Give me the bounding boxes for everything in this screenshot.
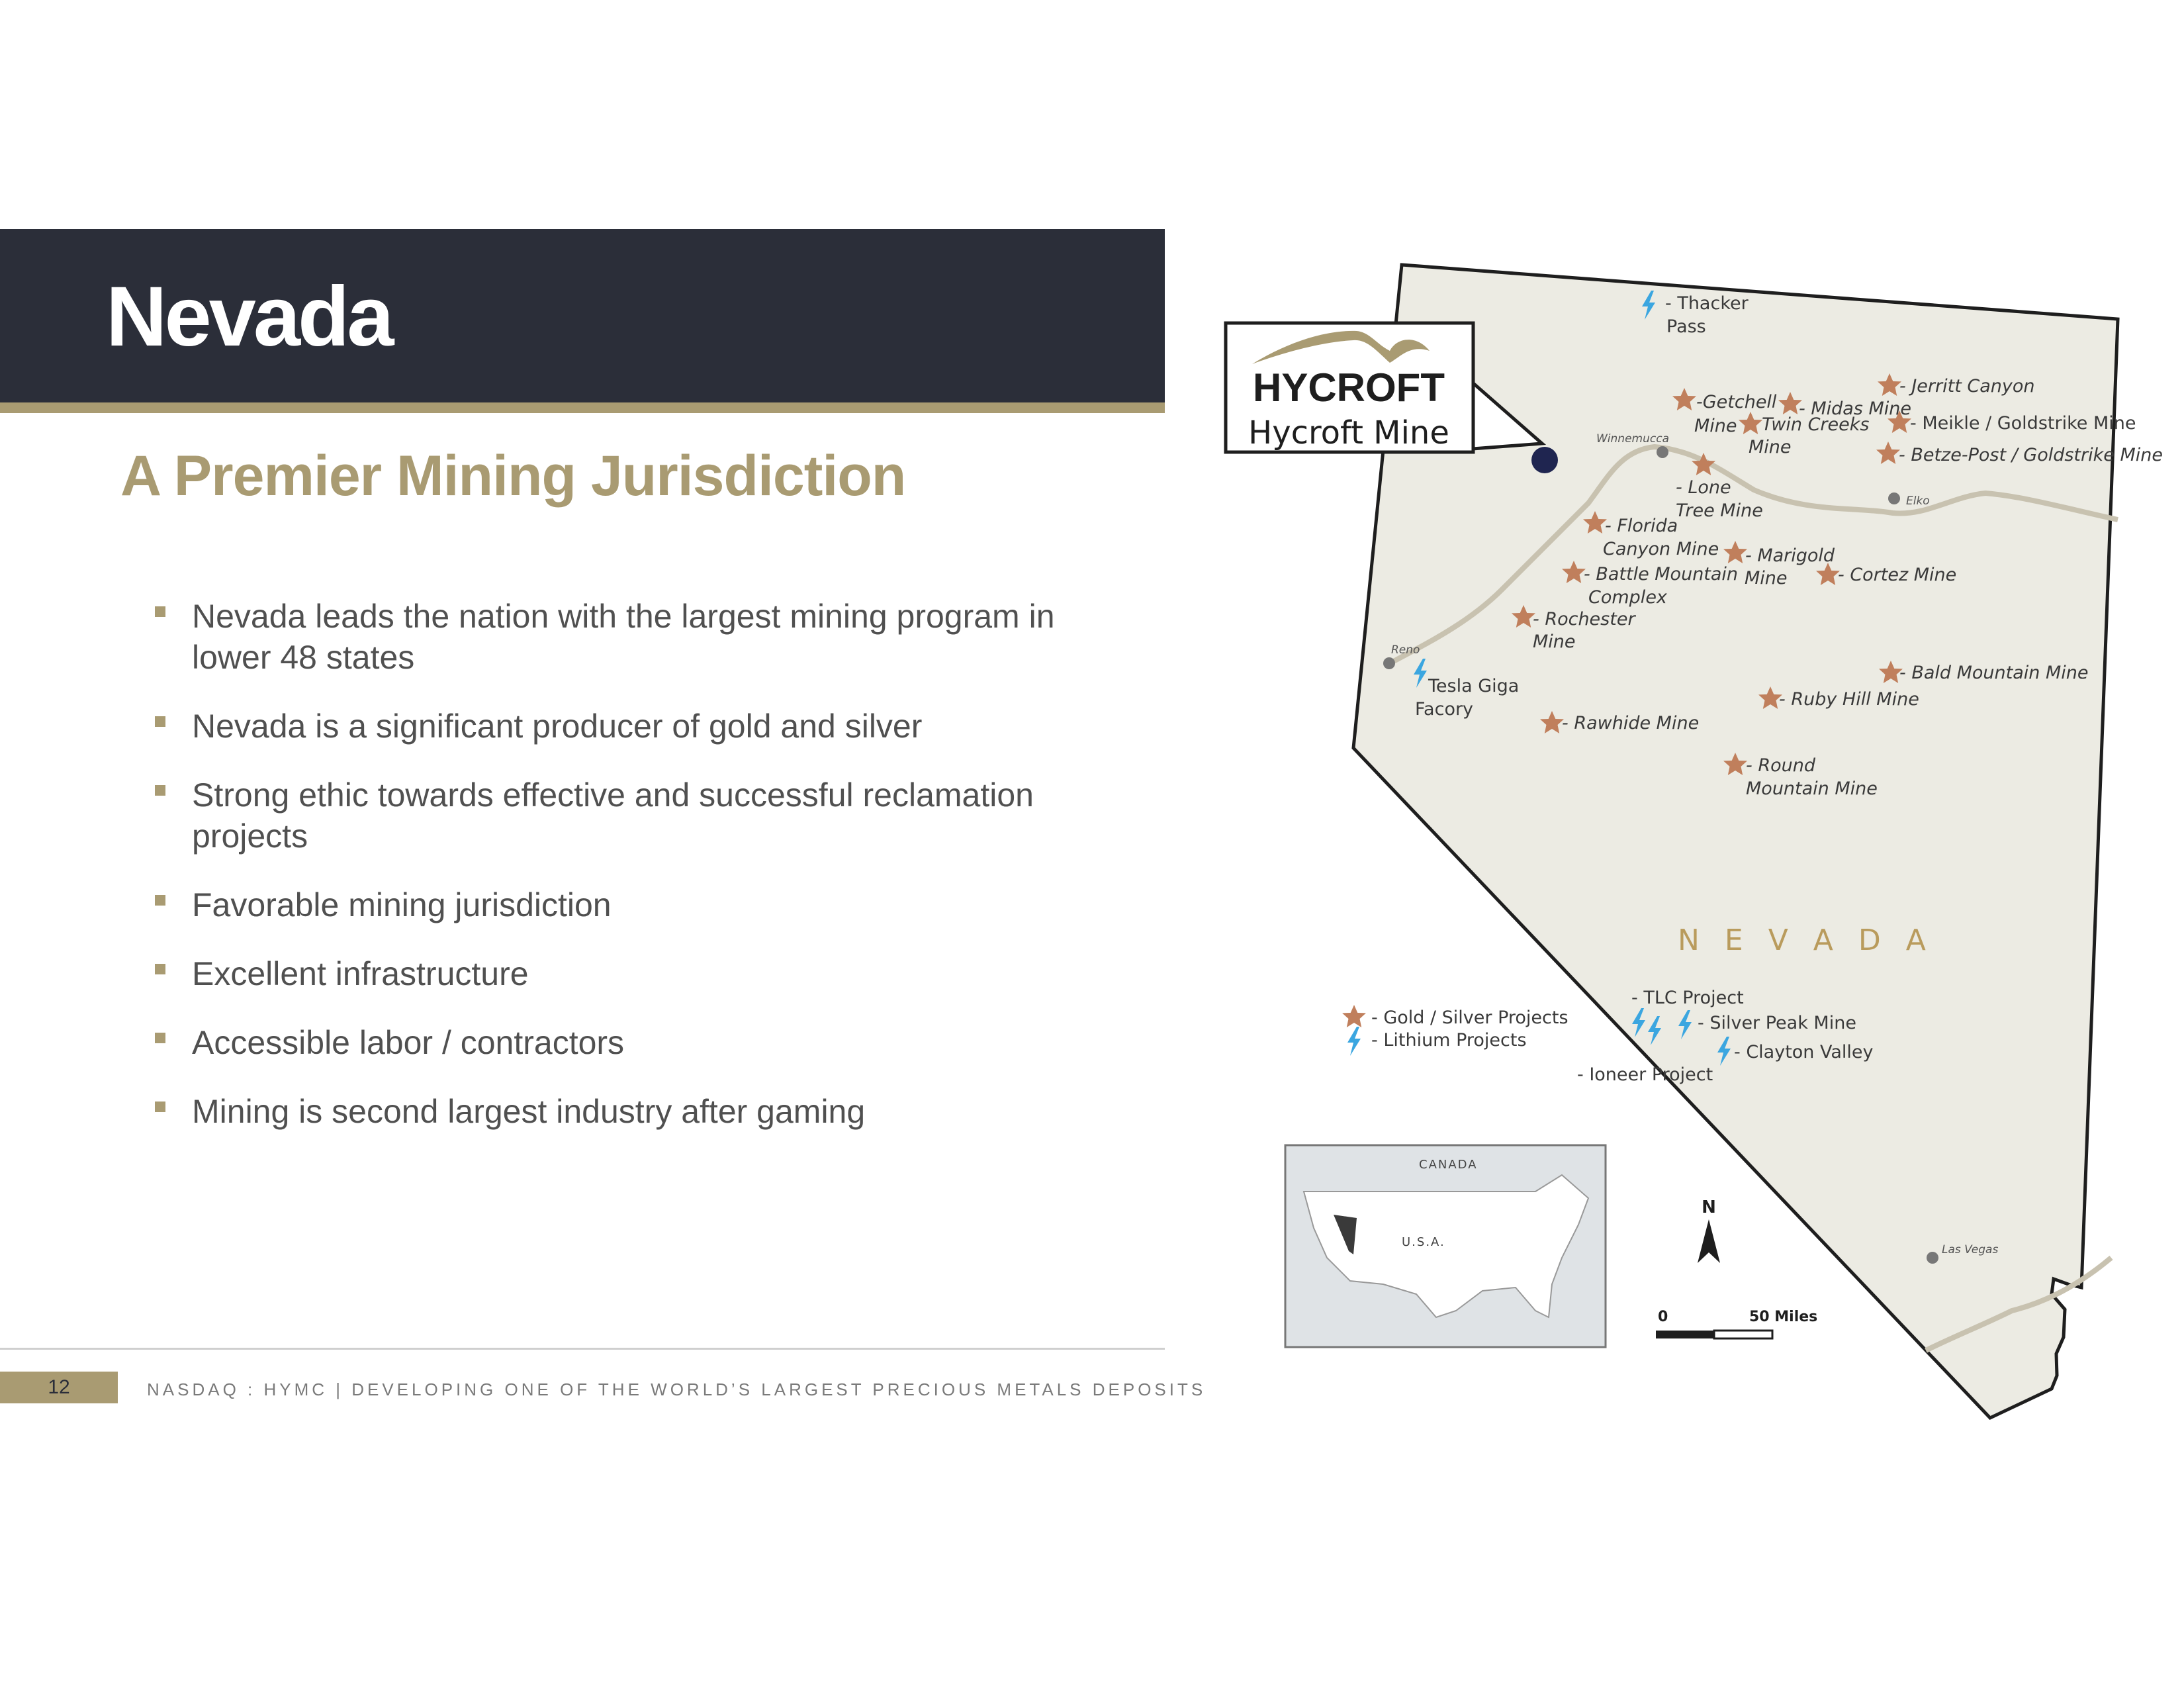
hycroft-location-marker[interactable]: [1531, 447, 1558, 473]
label-cortez: - Cortez Mine: [1838, 565, 1957, 585]
bullet-item: [151, 774, 1130, 857]
bullet-line: Favorable mining jurisdiction: [192, 886, 612, 923]
bullet-line: Nevada is a significant producer of gold and silver: [192, 708, 923, 745]
label-marigold: Mine: [1745, 568, 1788, 588]
label-thacker-pass: - Thacker: [1665, 293, 1749, 314]
scale-bar-dark: [1656, 1331, 1714, 1338]
legend-lithium-label: - Lithium Projects: [1371, 1030, 1527, 1051]
city-label-elko: Elko: [1906, 494, 1930, 508]
inset-usa-label: U.S.A.: [1402, 1235, 1445, 1249]
label-marigold: - Marigold: [1745, 545, 1835, 566]
label-midas: - Midas Mine: [1799, 399, 1911, 419]
label-rochester: - Rochester: [1533, 609, 1635, 630]
bullet-line: Accessible labor / contractors: [192, 1024, 625, 1061]
bullet-square-icon: [155, 964, 165, 974]
label-ruby-hill: - Ruby Hill Mine: [1779, 689, 1919, 710]
hycroft-mine-label: Hycroft Mine: [1248, 414, 1449, 451]
label-round-mountain: - Round: [1746, 755, 1815, 776]
label-thacker-pass: Pass: [1666, 316, 1706, 337]
label-ioneer: - Ioneer Project: [1577, 1064, 1713, 1085]
bullet-square-icon: [155, 1033, 165, 1043]
label-tesla: Tesla Giga: [1428, 676, 1520, 696]
city-dot: [1383, 657, 1395, 669]
label-twin-creeks: Mine: [1749, 437, 1792, 457]
north-arrow-icon: [1698, 1219, 1720, 1263]
scale-bar-light: [1714, 1331, 1772, 1338]
bullet-line: lower 48 states: [192, 639, 415, 676]
bullet-item: [151, 953, 1130, 994]
state-label: N E V A D A: [1678, 923, 1934, 957]
bullet-square-icon: [155, 716, 165, 727]
hycroft-brand: HYCROFT: [1253, 365, 1445, 410]
label-twin-creeks: Twin Creeks: [1762, 414, 1870, 435]
page-title: Nevada: [106, 269, 392, 364]
label-lone-tree: - Lone: [1676, 477, 1731, 498]
label-getchell: Mine: [1694, 416, 1737, 436]
bullet-square-icon: [155, 785, 165, 796]
label-silver-peak: - Silver Peak Mine: [1698, 1013, 1856, 1033]
inset-canada-label: CANADA: [1419, 1158, 1478, 1172]
bullet-square-icon: [155, 606, 165, 617]
bullet-line: Mining is second largest industry after gaming: [192, 1093, 866, 1130]
label-battle-mountain: - Battle Mountain: [1584, 564, 1739, 585]
nevada-map: [1191, 252, 2184, 1470]
label-tlc: - TLC Project: [1631, 988, 1744, 1008]
label-betze-post: - Betze-Post / Goldstrike Mine: [1899, 445, 2163, 465]
bullet-square-icon: [155, 895, 165, 906]
bullet-item: [151, 596, 1130, 678]
label-florida-canyon: - Florida: [1605, 516, 1678, 536]
footer-rule: [0, 1348, 1165, 1350]
label-clayton-valley: - Clayton Valley: [1734, 1042, 1874, 1062]
label-rochester: Mine: [1533, 632, 1576, 652]
bullet-line: Excellent infrastructure: [192, 955, 529, 992]
legend-bolt-icon: [1347, 1027, 1361, 1056]
label-rawhide: - Rawhide Mine: [1562, 713, 1700, 733]
label-jerritt-canyon: - Jerritt Canyon: [1899, 376, 2035, 397]
scale-max: 50 Miles: [1749, 1309, 1818, 1325]
label-getchell: -Getchell: [1696, 392, 1777, 412]
page-number: 12: [48, 1376, 70, 1398]
label-tesla: Facory: [1415, 699, 1474, 720]
north-label: N: [1702, 1197, 1716, 1217]
bullet-item: [151, 1022, 1130, 1063]
city-label-las-vegas: Las Vegas: [1942, 1243, 1999, 1256]
scale-zero: 0: [1658, 1309, 1668, 1325]
label-round-mountain: Mountain Mine: [1746, 778, 1878, 799]
bullet-line: Nevada leads the nation with the largest mining program in: [192, 598, 1055, 635]
bullet-item: [151, 1091, 1130, 1132]
bullet-line: Strong ethic towards effective and successful reclamation: [192, 776, 1034, 814]
page-subtitle: A Premier Mining Jurisdiction: [120, 444, 906, 508]
header-rule: [0, 402, 1165, 413]
footer-text: NASDAQ : HYMC | DEVELOPING ONE OF THE WORLD’S LARGEST PRECIOUS METALS DEPOSITS: [147, 1380, 1206, 1399]
bullet-square-icon: [155, 1102, 165, 1112]
label-battle-mountain: Complex: [1588, 587, 1667, 608]
legend-gold-label: - Gold / Silver Projects: [1371, 1008, 1569, 1028]
bullet-item: [151, 706, 1130, 747]
label-florida-canyon: Canyon Mine: [1603, 539, 1719, 559]
bullet-item: [151, 884, 1130, 925]
label-lone-tree: Tree Mine: [1676, 500, 1763, 521]
city-dot: [1888, 492, 1900, 504]
bullet-line: projects: [192, 818, 308, 855]
city-label-reno: Reno: [1391, 643, 1420, 657]
city-dot: [1657, 446, 1668, 458]
bullet-list: [151, 596, 1130, 1160]
label-bald-mountain: - Bald Mountain Mine: [1899, 663, 2089, 683]
city-label-winnemucca: Winnemucca: [1596, 432, 1669, 445]
city-dot: [1927, 1252, 1938, 1264]
legend-star-icon: [1342, 1005, 1366, 1027]
label-meikle: - Meikle / Goldstrike Mine: [1910, 413, 2136, 434]
